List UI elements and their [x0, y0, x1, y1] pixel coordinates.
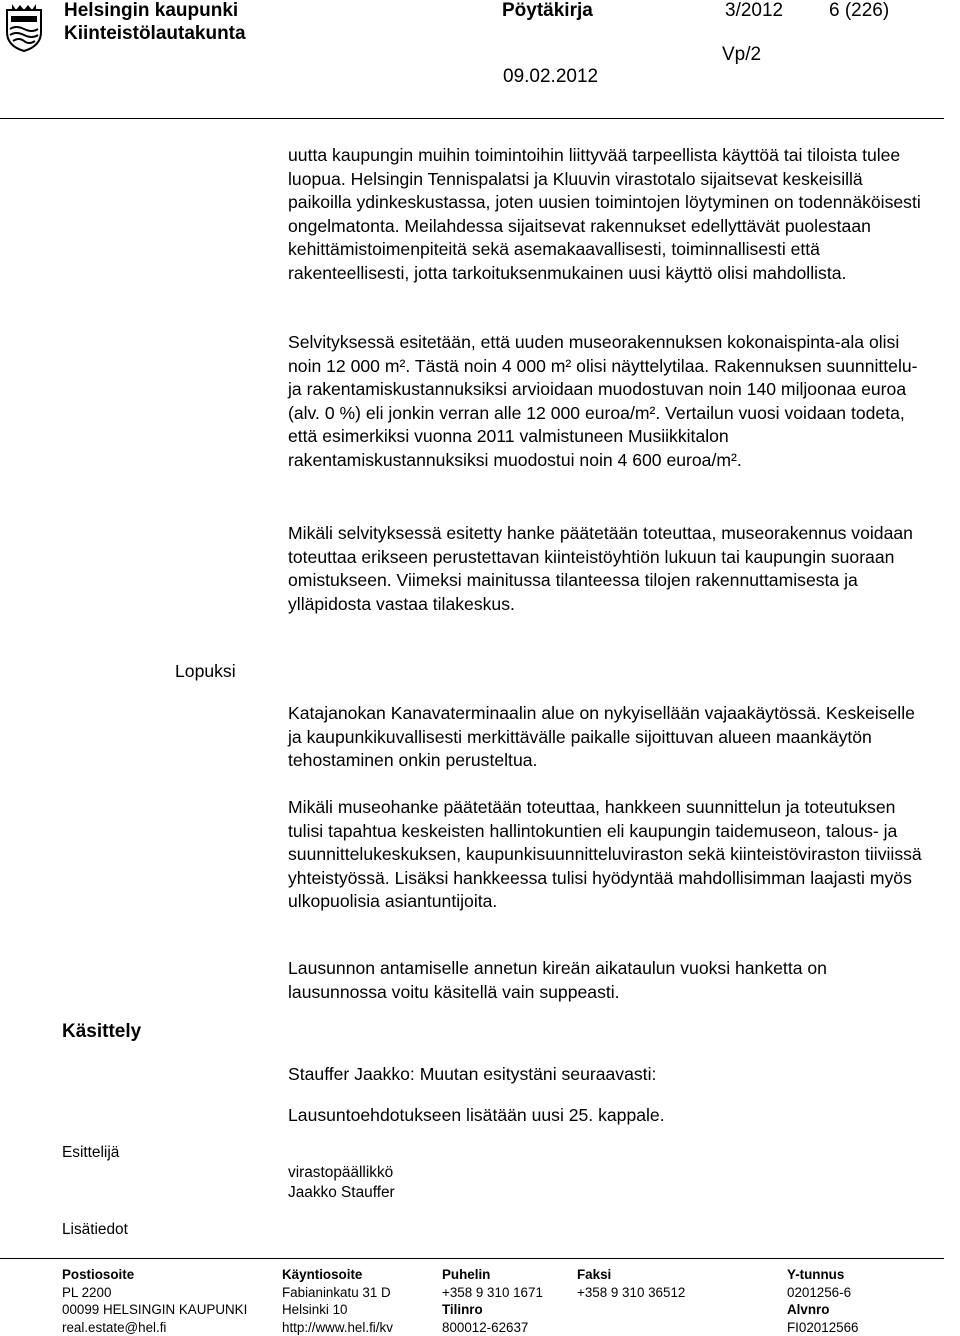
paragraph-7-text: Stauffer Jaakko: Muutan esitystäni seuraavasti:	[288, 1063, 928, 1087]
footer-fax-heading: Faksi	[577, 1266, 685, 1284]
footer-fax-number: +358 9 310 36512	[577, 1284, 685, 1302]
paragraph-1-text: uutta kaupungin muihin toimintoihin liittyvää tarpeellista käyttöä tai tiloista tulee luopua. Helsingin Tennispalatsi ja Kluuvin virastotalo sijaitsevat keskeisillä paikoilla ydinkeskustassa, joten uusien toimintojen löytyminen on todennäköisesti ongelmatonta. Meilahdessa sijaitsevat rakennukset edellyttävät puolestaan kehittämistoimenpiteitä sekä asemakaavallisesti, toiminnallisesti että rakenteellisesti, jotta tarkoituksenmukainen uusi käyttö olisi mahdollista.	[288, 144, 928, 286]
paragraph-3-text: Mikäli selvityksessä esitetty hanke päätetään toteuttaa, museorakennus voidaan toteuttaa erikseen perustettavan kiinteistöyhtiön lukuun tai kaupungin suoraan omistukseen. Viimeksi mainitussa tilanteessa tilojen rakennuttamisesta ja ylläpidosta vastaa tilakeskus.	[288, 522, 928, 616]
footer-business-id	[787, 1266, 858, 1336]
footer-phone-heading: Puhelin	[442, 1266, 543, 1284]
presenter-title: virastopäällikkö	[288, 1163, 393, 1183]
paragraph-2-text: Selvityksessä esitetään, että uuden museorakennuksen kokonaispinta-ala olisi noin 12 000 m². Tästä noin 4 000 m² olisi näyttelytilaa. Rakennuksen suunnittelu- ja rakentamiskustannuksiksi arvioidaan muodostuvan noin 140 miljoonaa euroa (alv. 0 %) eli jonkin verran alle 12 000 euroa/m². Vertailun vuosi voidaan todeta, että esimerkiksi vuonna 2011 valmistuneen Musiikkitalon rakentamiskustannuksiksi muodostui noin 4 600 euroa/m².	[288, 331, 928, 473]
footer-business-id-value: 0201256-6	[787, 1284, 858, 1302]
page-number: 6 (226)	[829, 0, 889, 22]
helsinki-crest-logo	[4, 2, 44, 52]
section-code: Vp/2	[722, 44, 761, 66]
label-kasittely: Käsittely	[62, 1021, 141, 1043]
footer-postal-box: PL 2200	[62, 1284, 247, 1302]
paragraph-8	[288, 1104, 928, 1128]
label-lopuksi: Lopuksi	[175, 660, 236, 682]
paragraph-8-text: Lausuntoehdotukseen lisätään uusi 25. kappale.	[288, 1104, 928, 1128]
label-lisatiedot: Lisätiedot	[62, 1220, 128, 1240]
footer-account-number: 800012-62637	[442, 1319, 543, 1336]
footer-visit-heading: Käyntiosoite	[282, 1266, 393, 1284]
footer-business-id-heading: Y-tunnus	[787, 1266, 858, 1284]
meeting-date: 09.02.2012	[503, 66, 598, 88]
footer-account-heading: Tilinro	[442, 1301, 543, 1319]
label-esittelija: Esittelijä	[62, 1143, 119, 1163]
header-divider	[0, 118, 944, 119]
footer-vat-heading: Alvnro	[787, 1301, 858, 1319]
paragraph-5	[288, 796, 928, 914]
footer-visit-city: Helsinki 10	[282, 1301, 393, 1319]
footer-postal-code: 00099 HELSINGIN KAUPUNKI	[62, 1301, 247, 1319]
paragraph-5-text: Mikäli museohanke päätetään toteuttaa, hankkeen suunnittelun ja toteutuksen tulisi tapahtua keskeisten hallintokuntien eli kaupungin taidemuseon, talous- ja suunnittelukeskuksen, kaupunkisuunnitteluviraston sekä kiinteistöviraston tiiviissä yhteistyössä. Lisäksi hankkeessa tulisi hyödyntää mahdollisimman laajasti myös ulkopuolisia asiantuntijoita.	[288, 796, 928, 914]
paragraph-3	[288, 522, 928, 616]
footer-postal	[62, 1266, 247, 1336]
doc-number: 3/2012	[725, 0, 783, 22]
footer-visit-street: Fabianinkatu 31 D	[282, 1284, 393, 1302]
footer-divider	[0, 1258, 944, 1259]
footer-visit	[282, 1266, 393, 1336]
paragraph-1	[288, 144, 928, 286]
footer-phone	[442, 1266, 543, 1336]
paragraph-7	[288, 1063, 928, 1087]
paragraph-6	[288, 957, 928, 1004]
paragraph-4-text: Katajanokan Kanavaterminaalin alue on nykyisellään vajaakäytössä. Keskeiselle ja kaupunkikuvallisesti merkittävälle paikalle sijoittuvan alueen maankäytön tehostaminen onkin perusteltua.	[288, 702, 928, 773]
presenter-name: Jaakko Stauffer	[288, 1183, 395, 1203]
footer-website[interactable]: http://www.hel.fi/kv	[282, 1319, 393, 1336]
paragraph-2	[288, 331, 928, 473]
paragraph-4	[288, 702, 928, 773]
footer-vat-value: FI02012566	[787, 1319, 858, 1336]
org-unit: Kiinteistölautakunta	[64, 23, 246, 45]
footer-phone-number: +358 9 310 1671	[442, 1284, 543, 1302]
org-name: Helsingin kaupunki	[64, 0, 238, 22]
footer-postal-heading: Postiosoite	[62, 1266, 247, 1284]
footer-email[interactable]: real.estate@hel.fi	[62, 1319, 247, 1336]
doc-type: Pöytäkirja	[502, 0, 593, 22]
paragraph-6-text: Lausunnon antamiselle annetun kireän aikataulun vuoksi hanketta on lausunnossa voitu käsitellä vain suppeasti.	[288, 957, 928, 1004]
footer-fax	[577, 1266, 685, 1301]
